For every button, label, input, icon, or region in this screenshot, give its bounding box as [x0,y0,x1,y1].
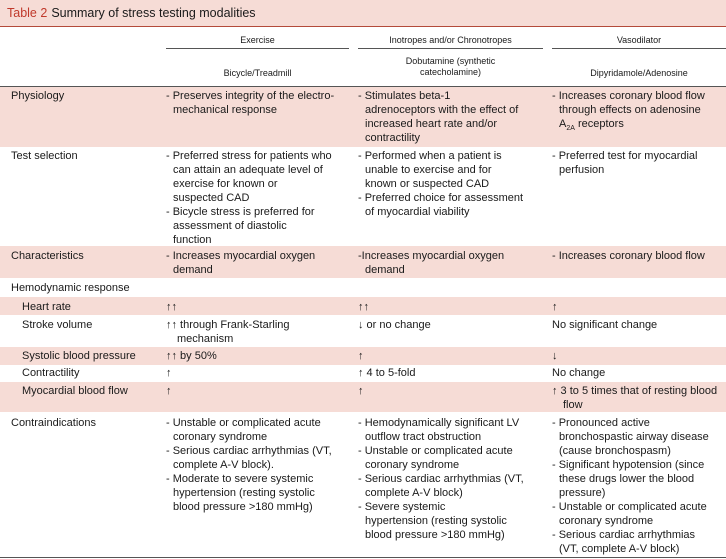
cell-physiology-vasodilator: - Increases coronary blood flow through effects on adenosine $A_{2A}$ receptors [552,90,705,133]
cell-test-selection-inotropes: - Performed when a patient is unable to exercise and for known or suspected CAD - Preferred choice for assessment of myocardial viability [358,150,524,218]
row-label-heart-rate: Heart rate [22,301,71,313]
header-rule-3 [552,48,726,49]
header-inotropes: Inotropes and/or Chronotropes [389,35,512,45]
header-rule-bottom [0,86,726,87]
cell-stroke-volume-inotropes: ↓ or no change [358,319,431,331]
header-rule-1 [166,48,349,49]
row-label-physiology: Physiology [11,90,65,102]
cell-contraindications-vasodilator: - Pronounced active bronchospastic airway disease (cause bronchospasm) - Significant hypotension (since these drugs lower the blood pressure) - Unstable or complicated acute coronary syndrome - Serious cardiac arrhythmias (VT, complete A-V block) [552,417,709,555]
subheader-bicycle: Bicycle/Treadmill [223,68,292,78]
cell-heart-rate-vasodilator: ↑ [552,301,558,313]
header-exercise: Exercise [240,35,275,45]
cell-systolic-bp-exercise: ↑↑ by 50% [166,350,217,362]
cell-physiology-exercise: - Preserves integrity of the electro- mechanical response [166,90,335,116]
row-label-stroke-volume: Stroke volume [22,319,93,331]
table-bottom-rule [0,557,726,558]
cell-heart-rate-inotropes: ↑↑ [358,301,369,313]
row-label-characteristics: Characteristics [11,250,84,262]
cell-heart-rate-exercise: ↑↑ [166,301,177,313]
row-label-test-selection: Test selection [11,150,78,162]
header-rule-2 [358,48,543,49]
cell-contractility-inotropes: ↑ 4 to 5-fold [358,367,416,379]
cell-physiology-inotropes: - Stimulates beta-1 adrenoceptors with the effect of increased heart rate and/or contractility [358,90,519,144]
table-caption: Summary of stress testing modalities [51,6,256,20]
cell-myocardial-flow-inotropes: ↑ [358,385,364,397]
row-label-hemodynamic: Hemodynamic response [11,282,130,294]
table-label: Table 2 [7,6,48,20]
cell-characteristics-exercise: - Increases myocardial oxygen demand [166,250,316,276]
adenosine-receptor-line: $A_{2A}$ receptors [559,118,624,133]
row-label-myocardial-flow: Myocardial blood flow [22,385,128,397]
cell-myocardial-flow-exercise: ↑ [166,385,172,397]
cell-test-selection-exercise: - Preferred stress for patients who can attain an adequate level of exercise for known or suspected CAD - Bicycle stress is preferred for assessment of diastolic function [166,150,332,246]
subheader-dipyridamole: Dipyridamole/Adenosine [590,68,688,78]
subheader-dobutamine: Dobutamine (synthetic catecholamine) [405,56,496,77]
cell-contraindications-inotropes: - Hemodynamically significant LV outflow tract obstruction - Unstable or complicated acute coronary syndrome - Serious cardiac arrhythmias (VT, complete A-V block) - Severe systemic hypertension (resting systolic blood pressure >180 mmHg) [358,417,524,541]
cell-characteristics-inotropes: -Increases myocardial oxygen demand [358,250,505,276]
row-label-contraindications: Contraindications [11,417,96,429]
cell-characteristics-vasodilator: - Increases coronary blood flow [552,250,705,262]
cell-stroke-volume-vasodilator: No significant change [552,319,658,331]
row-label-contractility: Contractility [22,367,80,379]
cell-systolic-bp-vasodilator: ↓ [552,350,558,362]
cell-contractility-vasodilator: No change [552,367,606,379]
header-vasodilator: Vasodilator [616,35,662,45]
table-title [7,6,256,20]
row-label-systolic-bp: Systolic blood pressure [22,350,136,362]
cell-test-selection-vasodilator: - Preferred test for myocardial perfusion [552,150,698,176]
cell-stroke-volume-exercise: ↑↑ through Frank-Starling mechanism [166,319,290,345]
cell-myocardial-flow-vasodilator: ↑ 3 to 5 times that of resting blood flow [552,385,718,411]
cell-systolic-bp-inotropes: ↑ [358,350,364,362]
cell-contraindications-exercise: - Unstable or complicated acute coronary syndrome - Serious cardiac arrhythmias (VT, complete A-V block). - Moderate to severe systemic hypertension (resting systolic blood pressure >180 mmHg) [166,417,332,513]
cell-contractility-exercise: ↑ [166,367,172,379]
title-rule [0,26,726,27]
